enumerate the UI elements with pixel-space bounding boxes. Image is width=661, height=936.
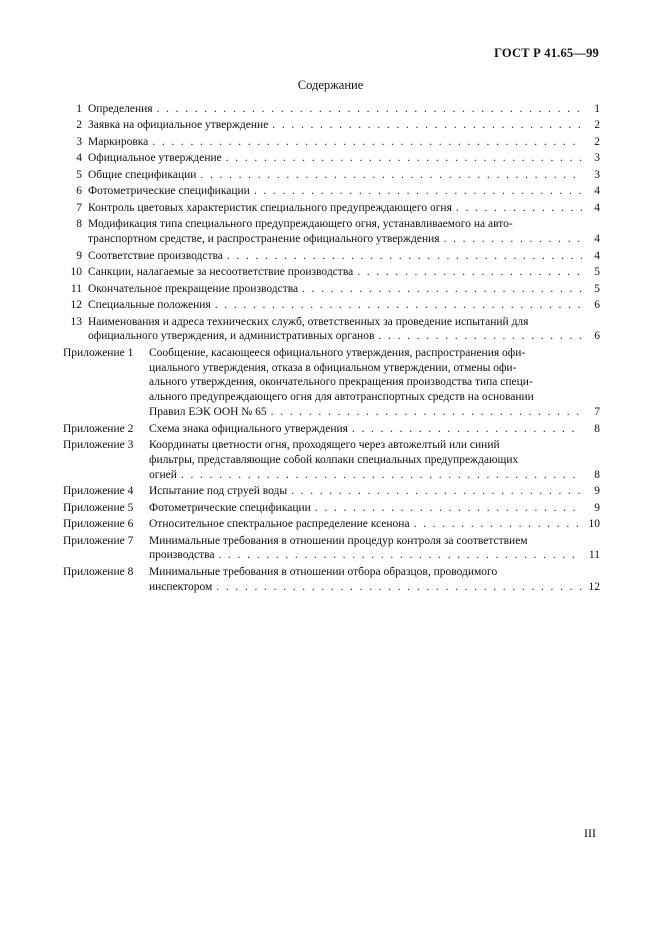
toc-appendix-entry[interactable] [62, 501, 600, 516]
entry-title-final-line [149, 405, 600, 420]
entry-title-line: Минимальные требования в отношении процедур контроля за соответствием [149, 534, 528, 547]
dot-leader [254, 184, 582, 199]
entry-body [88, 217, 600, 247]
section-number: 4 [76, 152, 82, 165]
page-number: III [584, 826, 596, 840]
entry-page-number: 8 [594, 468, 600, 481]
section-number: 2 [76, 119, 82, 132]
entry-body [149, 346, 600, 420]
entry-title: Контроль цветовых характеристик специального предупреждающего огня [88, 201, 452, 214]
entry-page-number: 1 [594, 103, 600, 115]
section-number: 10 [70, 266, 82, 279]
toc-section-entry[interactable] [62, 151, 600, 166]
entry-title-final-line [88, 151, 600, 166]
section-number: 9 [76, 249, 82, 262]
section-number: 6 [76, 185, 82, 198]
entry-page-number: 11 [588, 549, 600, 562]
toc-appendix-entry[interactable] [62, 534, 600, 564]
entry-body [149, 517, 600, 532]
entry-page-number: 5 [594, 266, 600, 279]
entry-body [149, 534, 600, 564]
entry-body [88, 315, 600, 345]
entry-title: Фотометрические спецификации [149, 501, 311, 514]
entry-title: Заявка на официальное утверждение [88, 119, 269, 132]
entry-title-line: Сообщение, касающееся официального утверждения, распространения офи- [149, 346, 526, 359]
entry-title-line: ального предупреждающего огня для автотранспортных средств на основании [149, 391, 534, 404]
entry-title-final-line [88, 265, 600, 280]
entry-body [88, 298, 600, 313]
entry-title-final-line [88, 249, 600, 264]
toc-appendix-entry[interactable] [62, 438, 600, 482]
appendix-label: Приложение 1 [63, 346, 134, 359]
entry-body [88, 265, 600, 280]
entry-page-number: 7 [594, 406, 600, 419]
entry-title-final-line [149, 517, 600, 532]
toc-appendix-entry[interactable] [62, 346, 600, 420]
dot-leader [216, 580, 582, 595]
dot-leader [302, 282, 582, 297]
entry-page-number: 3 [594, 168, 600, 181]
dot-leader [444, 232, 582, 247]
entry-body [88, 168, 600, 183]
dot-leader [414, 517, 582, 532]
dot-leader [315, 501, 582, 516]
entry-page-number: 6 [594, 330, 600, 343]
dot-leader [291, 484, 582, 499]
entry-title-final-line [88, 118, 600, 133]
entry-page-number: 4 [594, 185, 600, 198]
entry-title: Окончательное прекращение производства [88, 282, 299, 295]
entry-title-final-line [88, 201, 600, 216]
entry-page-number: 8 [594, 422, 600, 435]
entry-title: официального утверждения, и административных органов [88, 330, 375, 343]
entry-title-final-line [149, 548, 600, 563]
dot-leader [227, 249, 582, 264]
dot-leader [215, 298, 582, 313]
toc-section-entry[interactable] [62, 249, 600, 264]
entry-title-final-line [88, 298, 600, 313]
toc-section-entry[interactable] [62, 201, 600, 216]
entry-title: Соответствие производства [88, 249, 223, 262]
entry-page-number: 9 [594, 501, 600, 514]
appendix-label: Приложение 5 [63, 501, 134, 514]
toc-appendix-entry[interactable] [62, 517, 600, 532]
entry-title: Официальное утверждение [88, 152, 222, 165]
entry-title-final-line [88, 184, 600, 199]
toc-section-entry[interactable] [62, 135, 600, 150]
entry-page-number: 9 [594, 485, 600, 498]
entry-page-number: 2 [594, 135, 600, 148]
entry-title: Маркировка [88, 135, 149, 148]
appendix-label: Приложение 6 [63, 518, 134, 531]
entry-body [88, 135, 600, 150]
dot-leader [352, 422, 582, 437]
dot-leader [219, 548, 583, 563]
toc-section-entry[interactable] [62, 118, 600, 133]
entry-title: Относительное спектральное распределение ксенона [149, 518, 410, 531]
entry-body [149, 501, 600, 516]
dot-leader [181, 468, 582, 483]
entry-title-final-line [149, 580, 600, 595]
table-of-contents [62, 102, 600, 596]
entry-body [88, 151, 600, 166]
entry-body [149, 422, 600, 437]
dot-leader [152, 135, 582, 150]
section-number: 13 [70, 315, 82, 328]
dot-leader [378, 329, 582, 344]
entry-body [88, 249, 600, 264]
section-number: 12 [70, 299, 82, 312]
dot-leader [157, 102, 582, 117]
entry-page-number: 6 [594, 299, 600, 312]
toc-section-entry[interactable] [62, 102, 600, 117]
toc-section-entry[interactable] [62, 298, 600, 313]
dot-leader [456, 201, 582, 216]
appendix-label: Приложение 7 [63, 534, 134, 547]
toc-appendix-entry[interactable] [62, 422, 600, 437]
entry-title-final-line [88, 232, 600, 247]
entry-body [88, 184, 600, 199]
section-number: 5 [76, 168, 82, 181]
entry-page-number: 3 [594, 152, 600, 165]
toc-appendix-entry[interactable] [62, 565, 600, 595]
entry-title-final-line [88, 329, 600, 344]
entry-page-number: 10 [588, 518, 600, 531]
entry-title-final-line [149, 468, 600, 483]
entry-title: Определения [88, 103, 153, 115]
entry-body [149, 484, 600, 499]
entry-title: инспектором [149, 580, 213, 593]
toc-section-entry[interactable] [62, 265, 600, 280]
entry-title-final-line [88, 135, 600, 150]
entry-page-number: 5 [594, 282, 600, 295]
dot-leader [200, 168, 582, 183]
dot-leader [357, 265, 582, 280]
entry-page-number: 12 [588, 580, 600, 593]
entry-title-line: Наименования и адреса технических служб, ответственных за проведение испытаний для [88, 315, 529, 328]
entry-title: Правил ЕЭК ООН № 65 [149, 406, 267, 419]
entry-title: производства [149, 549, 215, 562]
entry-body [88, 118, 600, 133]
appendix-label: Приложение 4 [63, 485, 134, 498]
dot-leader [226, 151, 582, 166]
entry-page-number: 2 [594, 119, 600, 132]
entry-body [88, 201, 600, 216]
entry-body [149, 565, 600, 595]
entry-title-final-line [149, 501, 600, 516]
entry-title-line: ального утверждения, окончательного прекращения производства типа специ- [149, 376, 533, 389]
entry-title-final-line [149, 422, 600, 437]
dot-leader [271, 405, 582, 420]
toc-section-entry[interactable] [62, 217, 600, 247]
entry-title-line: Координаты цветности огня, проходящего через автожелтый или синий [149, 439, 500, 452]
entry-title-final-line [88, 168, 600, 183]
entry-title: Схема знака официального утверждения [149, 422, 348, 435]
section-number: 1 [76, 103, 82, 115]
toc-section-entry[interactable] [62, 315, 600, 345]
appendix-label: Приложение 8 [63, 565, 134, 578]
toc-section-entry[interactable] [62, 184, 600, 199]
section-number: 3 [76, 135, 82, 148]
entry-title-line: Модификация типа специального предупреждающего огня, устанавливаемого на авто- [88, 218, 513, 231]
entry-page-number: 4 [594, 249, 600, 262]
entry-body [88, 102, 600, 117]
toc-title: Содержание [297, 78, 364, 92]
toc-section-entry[interactable] [62, 168, 600, 183]
entry-title-final-line [88, 102, 600, 117]
entry-title: огней [149, 468, 177, 481]
appendix-label: Приложение 3 [63, 439, 134, 452]
entry-page-number: 4 [594, 201, 600, 214]
entry-title-final-line [149, 484, 600, 499]
entry-body [88, 282, 600, 297]
entry-title: Общие спецификации [88, 168, 197, 181]
toc-section-entry[interactable] [62, 282, 600, 297]
dot-leader [272, 118, 582, 133]
section-number: 11 [70, 282, 82, 295]
section-number: 8 [76, 218, 82, 231]
entry-title-final-line [88, 282, 600, 297]
entry-title: Испытание под струей воды [149, 485, 288, 498]
entry-title: Специальные положения [88, 299, 211, 312]
entry-title: Фотометрические спецификации [88, 185, 250, 198]
entry-title-line: циального утверждения, отказа в официальном утверждении, отмены офи- [149, 361, 517, 374]
entry-page-number: 4 [594, 233, 600, 246]
entry-title: транспортном средстве, и распространение официального утверждения [88, 233, 440, 246]
section-number: 7 [76, 201, 82, 214]
entry-title-line: Минимальные требования в отношении отбора образцов, проводимого [149, 565, 498, 578]
appendix-label: Приложение 2 [63, 422, 134, 435]
toc-appendix-entry[interactable] [62, 484, 600, 499]
entry-title: Санкции, налагаемые за несоответствие производства [88, 266, 354, 279]
document-standard-number: ГОСТ Р 41.65—99 [494, 46, 599, 60]
entry-title-line: фильтры, представляющие собой колпаки специальных предупреждающих [149, 453, 519, 466]
entry-body [149, 438, 600, 482]
